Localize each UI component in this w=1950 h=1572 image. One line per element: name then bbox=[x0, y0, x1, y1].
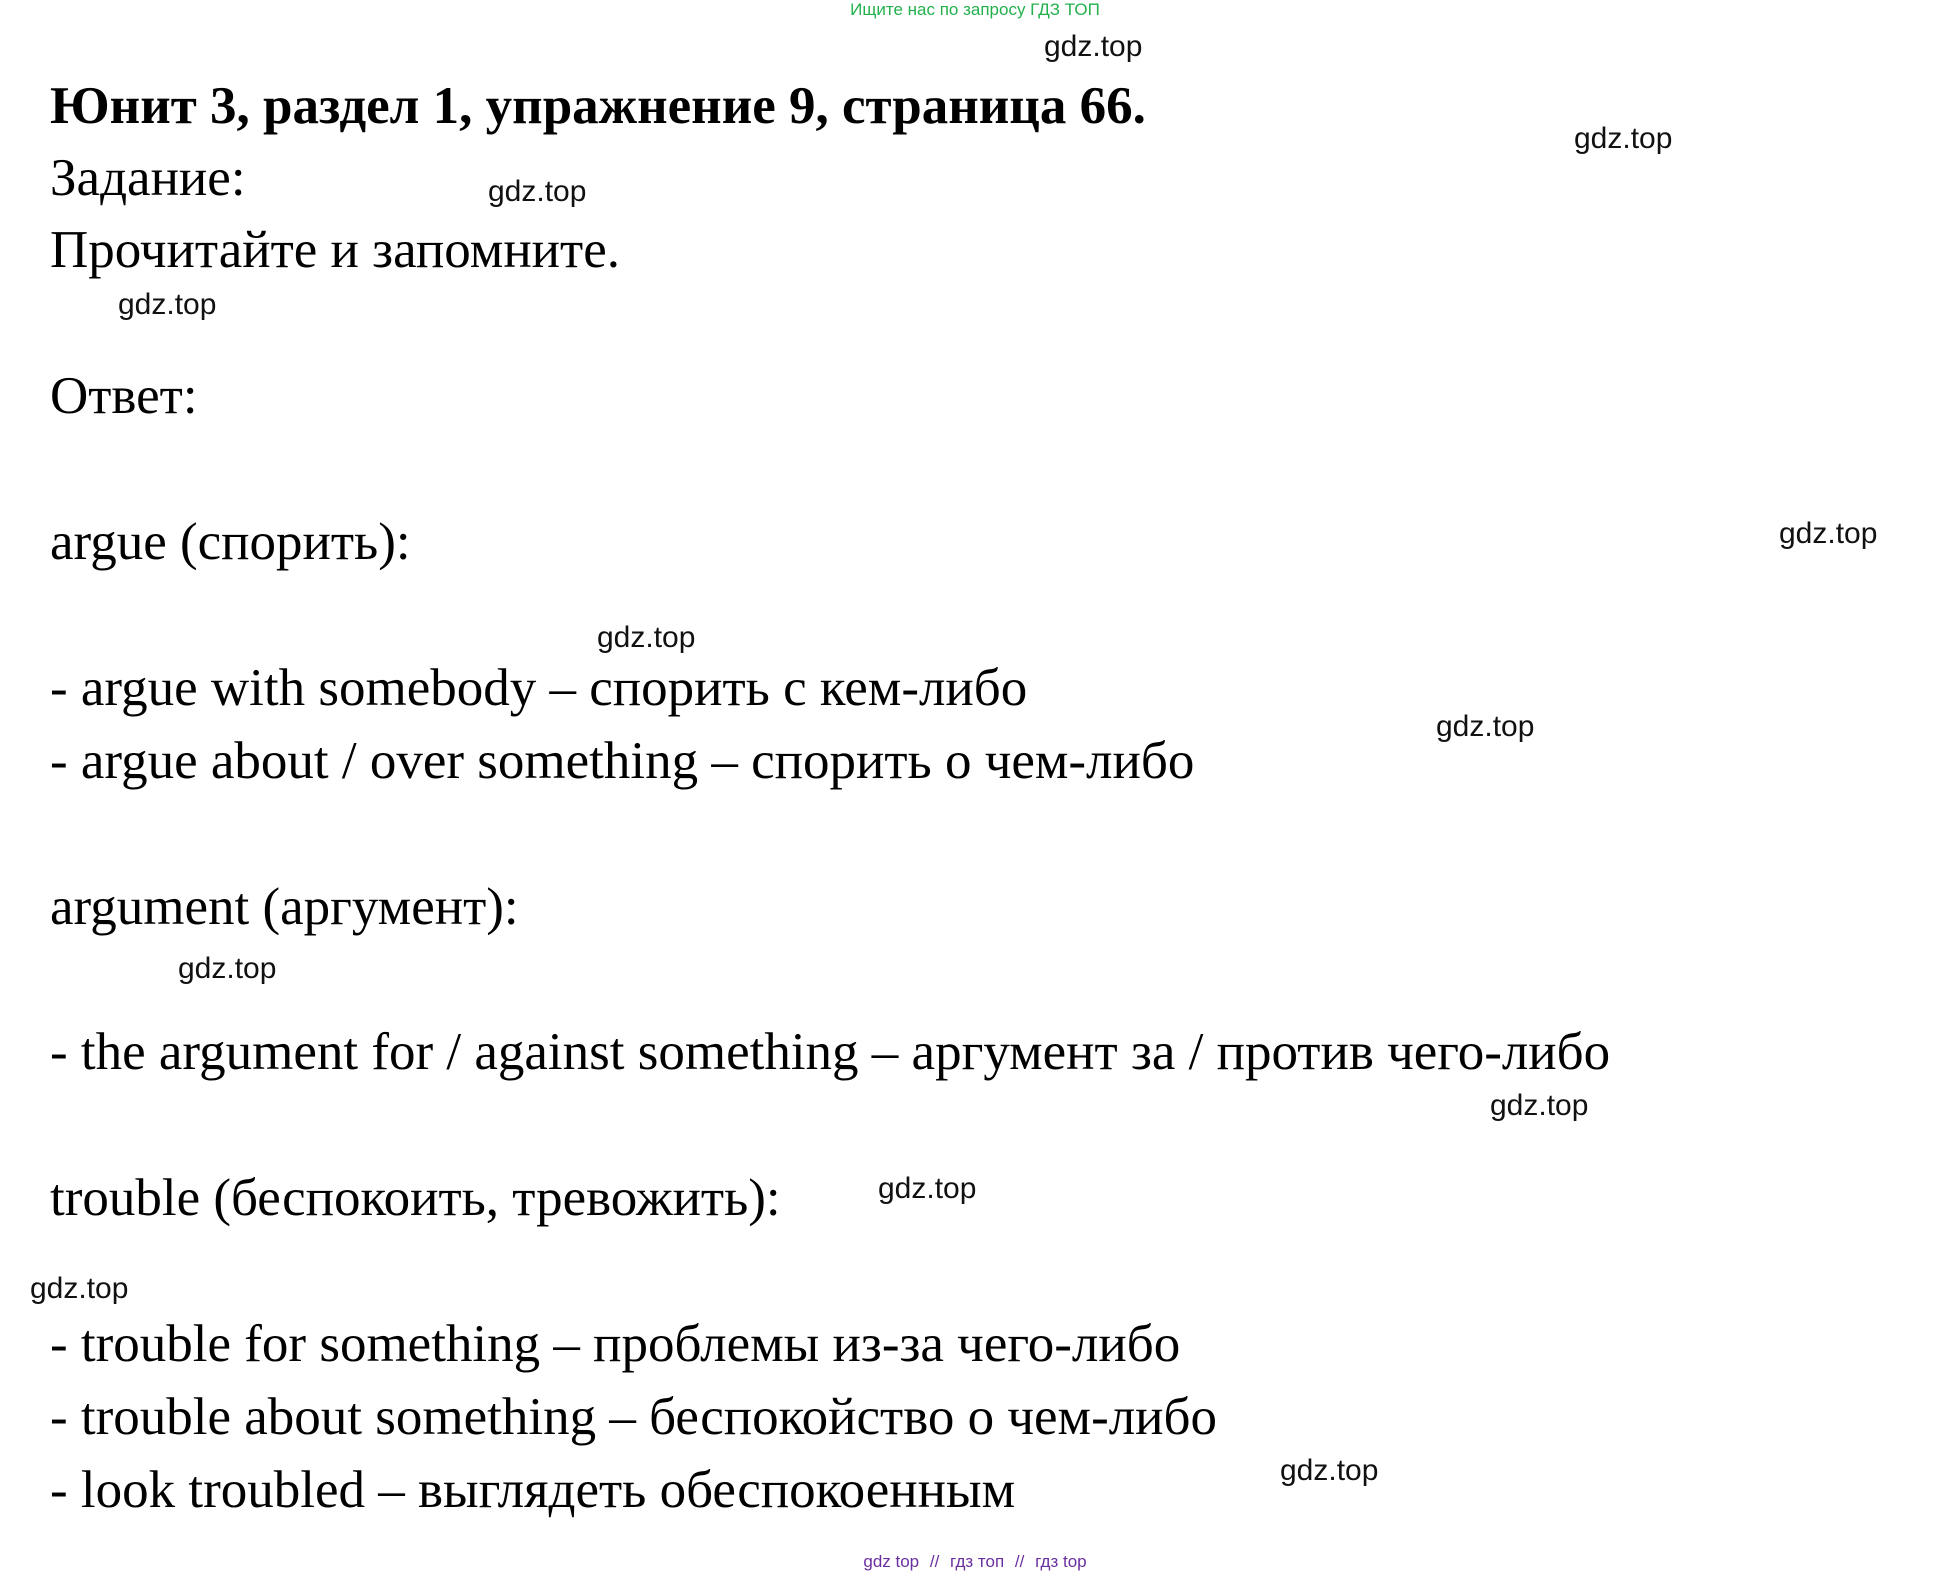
watermark: gdz.top bbox=[1280, 1454, 1379, 1487]
answer-label: Ответ: bbox=[50, 367, 198, 425]
watermark: gdz.top bbox=[118, 288, 217, 321]
list-item: - trouble about something – беспокойство о чем-либо bbox=[50, 1388, 1218, 1446]
watermark: gdz.top bbox=[597, 621, 696, 654]
task-text: Прочитайте и запомните. bbox=[50, 221, 620, 279]
watermark: gdz.top bbox=[30, 1272, 129, 1305]
watermark: gdz.top bbox=[878, 1172, 977, 1205]
watermark: gdz.top bbox=[1044, 30, 1143, 63]
list-item: - the argument for / against something – аргумент за / против чего-либо bbox=[50, 1023, 1611, 1081]
section-heading-argue: argue (спорить): bbox=[50, 513, 411, 571]
footer-link[interactable]: гдз топ bbox=[950, 1552, 1005, 1571]
watermark: gdz.top bbox=[1574, 122, 1673, 155]
footer-links bbox=[0, 1552, 1950, 1572]
list-item: - trouble for something – проблемы из-за чего-либо bbox=[50, 1315, 1181, 1373]
section-heading-argument: argument (аргумент): bbox=[50, 878, 519, 936]
list-item: - argue with somebody – спорить с кем-либо bbox=[50, 659, 1028, 717]
top-banner: Ищите нас по запросу ГДЗ ТОП bbox=[850, 0, 1100, 19]
watermark: gdz.top bbox=[488, 175, 587, 208]
list-item: - argue about / over something – спорить о чем-либо bbox=[50, 732, 1195, 790]
watermark: gdz.top bbox=[178, 952, 277, 985]
watermark: gdz.top bbox=[1436, 710, 1535, 743]
footer-link[interactable]: гдз top bbox=[1035, 1552, 1087, 1571]
page-title: Юнит 3, раздел 1, упражнение 9, страница 66. bbox=[50, 77, 1146, 135]
task-label: Задание: bbox=[50, 149, 246, 207]
footer-separator: // bbox=[929, 1552, 940, 1571]
watermark: gdz.top bbox=[1779, 517, 1878, 550]
footer-link[interactable]: gdz top bbox=[863, 1552, 920, 1571]
list-item: - look troubled – выглядеть обеспокоенным bbox=[50, 1461, 1016, 1519]
watermark: gdz.top bbox=[1490, 1089, 1589, 1122]
footer-separator: // bbox=[1014, 1552, 1025, 1571]
section-heading-trouble: trouble (беспокоить, тревожить): bbox=[50, 1169, 781, 1227]
